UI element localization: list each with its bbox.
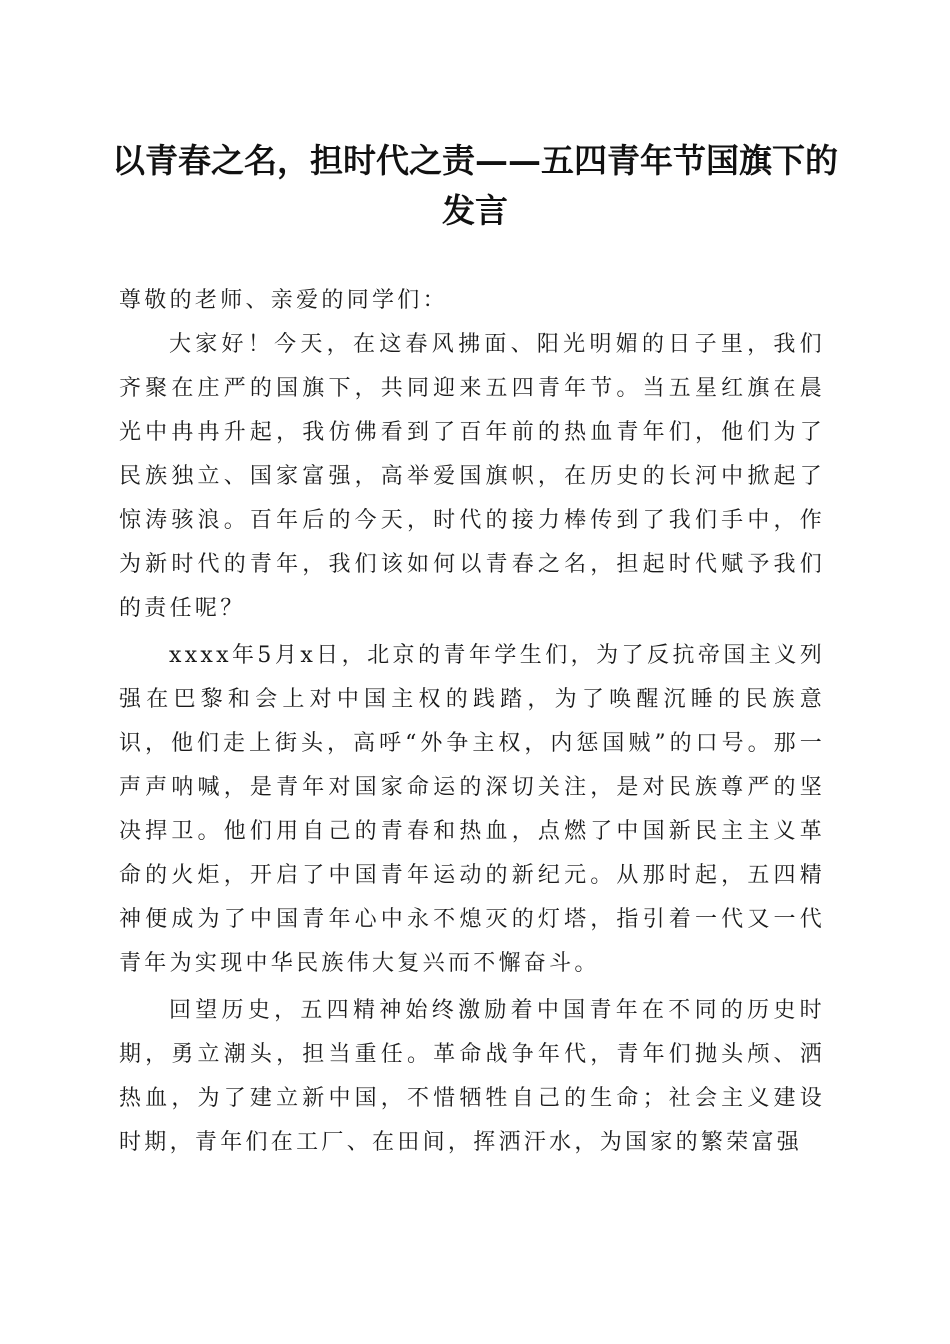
document-title: 以青春之名，担时代之责——五四青年节国旗下的发言 [112, 141, 838, 230]
paragraph-3: 回望历史，五四精神始终激励着中国青年在不同的历史时期，勇立潮头，担当重任。革命战争年代，青年们抛头颅、洒热血，为了建立新中国，不惜牺牲自己的生命；社会主义建设时期，青年们在工厂、在田间，挥洒汗水，为国家的繁荣富强 [119, 998, 825, 1155]
paragraph-1: 大家好！今天，在这春风拂面、阳光明媚的日子里，我们齐聚在庄严的国旗下，共同迎来五四青年节。当五星红旗在晨光中冉冉升起，我仿佛看到了百年前的热血青年们，他们为了民族独立、国家富强，高举爱国旗帜，在历史的长河中掀起了惊涛骇浪。百年后的今天，时代的接力棒传到了我们手中，作为新时代的青年，我们该如何以青春之名，担起时代赋予我们的责任呢？ [119, 332, 825, 621]
salutation: 尊敬的老师、亲爱的同学们： [119, 288, 448, 313]
paragraph-2: xxxx年5月x日，北京的青年学生们，为了反抗帝国主义列强在巴黎和会上对中国主权的践踏，为了唤醒沉睡的民族意识，他们走上街头，高呼“外争主权，内惩国贼”的口号。那一声声呐喊，是青年对国家命运的深切关注，是对民族尊严的坚决捍卫。他们用自己的青春和热血，点燃了中国新民主主义革命的火炬，开启了中国青年运动的新纪元。从那时起，五四精神便成为了中国青年心中永不熄灭的灯塔，指引着一代又一代青年为实现中华民族伟大复兴而不懈奋斗。 [119, 643, 825, 976]
document-body [119, 279, 825, 1168]
